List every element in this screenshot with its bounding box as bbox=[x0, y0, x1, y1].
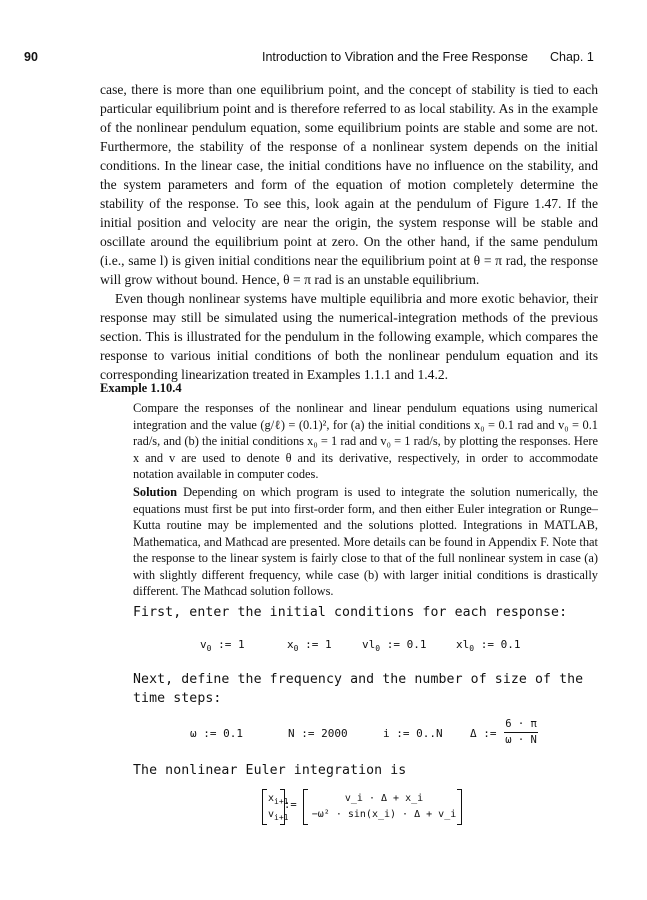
lhs-x-entry: $x_{i+1}$ bbox=[268, 793, 289, 806]
body-text bbox=[100, 80, 598, 384]
solution-text: Depending on which program is used to integrate the solution numerically, the equations must first be put into first-order form, and then either Euler integration or Runge–Kutta routine may be implemented and the solutions plotted. Integrations in MATLAB, Mathematica, and Mathcad are presented. More details can be found in Appendix F. Note that the response to the linear system is fairly close to that of the full nonlinear system in case (a) with slightly different frequency, while case (b) with larger initial conditions is drastically different. The Mathcad solution follows. bbox=[133, 485, 598, 598]
chapter-label: Chap. 1 bbox=[550, 50, 594, 64]
mathcad-delta-definition: Δ := bbox=[470, 727, 497, 740]
mathcad-v0-definition: $v_0$ := 1 bbox=[200, 638, 245, 653]
example-problem bbox=[133, 400, 598, 483]
mathcad-n-definition: N := 2000 bbox=[288, 727, 348, 740]
mathcad-text-time-steps: Next, define the frequency and the number of size of the time steps: bbox=[133, 672, 584, 706]
paragraph-stability: case, there is more than one equilibrium point, and the concept of stability is tied to each particular equilibrium point and is therefore referred to as local stability. As in the example of the nonlinear pendulum equation, some equilibrium points are stable and some are not. Furthermore, the stability of the response of a nonlinear system depends on the initial conditions. In the linear case, the initial conditions have no influence on the stability, and the system parameters and form of the equation of motion completely determine the stability of the response. To see this, look again at the pendulum of Figure 1.47. If the initial position and velocity are near the origin, the system response will be stable and oscillate around the equilibrium point at zero. On the other hand, if the same pendulum (i.e., same l) is given initial conditions near the equilibrium point at θ = π rad, the response will grow without bound. Hence, θ = π rad is an unstable equilibrium. bbox=[100, 82, 598, 287]
mathcad-vl0-definition: $vl_0$ := 0.1 bbox=[362, 638, 427, 653]
state-vector-lhs bbox=[262, 789, 289, 825]
left-bracket bbox=[262, 789, 267, 825]
mathcad-omega-definition: ω := 0.1 bbox=[190, 727, 243, 740]
paragraph-simulation: Even though nonlinear systems have multiple equilibria and more exotic behavior, their response may still be simulated using the numerical-integration methods of the previous section. This is illustrated for the pendulum in the following example, which compares the response to various initial conditions of both the nonlinear pendulum equation and its corresponding linearization treated in Examples 1.1.1 and 1.4.2. bbox=[100, 291, 598, 382]
left-bracket bbox=[303, 789, 308, 825]
example-heading: Example 1.10.4 bbox=[100, 381, 182, 395]
assignment-operator: := bbox=[284, 799, 297, 811]
mathcad-text-initial-conditions: First, enter the initial conditions for each response: bbox=[133, 605, 568, 620]
state-vector-rhs bbox=[303, 789, 463, 825]
mathcad-text-euler: The nonlinear Euler integration is bbox=[133, 763, 407, 778]
mathcad-x0-definition: $x_0$ := 1 bbox=[287, 638, 332, 653]
example-problem-text: Compare the responses of the nonlinear and linear pendulum equations using numerical integration and the value (g/ℓ) = (0.1)², for (a) the initial conditions x₀ = 0.1 rad and v₀ = 0.1 rad/s, and (b) the initial conditions x₀ = 1 rad and v₀ = 1 rad/s, by plotting the responses. Here x and v are used to denote θ and its derivative, respectively, in order to accommodate notation available in computer codes. bbox=[133, 401, 598, 481]
mathcad-xl0-definition: $xl_0$ := 0.1 bbox=[456, 638, 521, 653]
solution-label: Solution bbox=[133, 485, 178, 499]
page-number: 90 bbox=[24, 50, 38, 64]
right-bracket bbox=[457, 789, 462, 825]
delta-numerator: 6 · π bbox=[504, 718, 538, 733]
delta-fraction bbox=[504, 718, 538, 747]
delta-denominator: ω · N bbox=[505, 734, 537, 746]
rhs-position-update: v_i · Δ + x_i bbox=[344, 793, 424, 804]
lhs-v-entry: $v_{i+1}$ bbox=[268, 809, 289, 822]
example-solution bbox=[133, 484, 598, 600]
rhs-velocity-update: −ω² · sin(x_i) · Δ + v_i bbox=[311, 809, 457, 820]
running-head: Introduction to Vibration and the Free Response bbox=[262, 50, 528, 64]
mathcad-i-range: i := 0..N bbox=[383, 727, 443, 740]
